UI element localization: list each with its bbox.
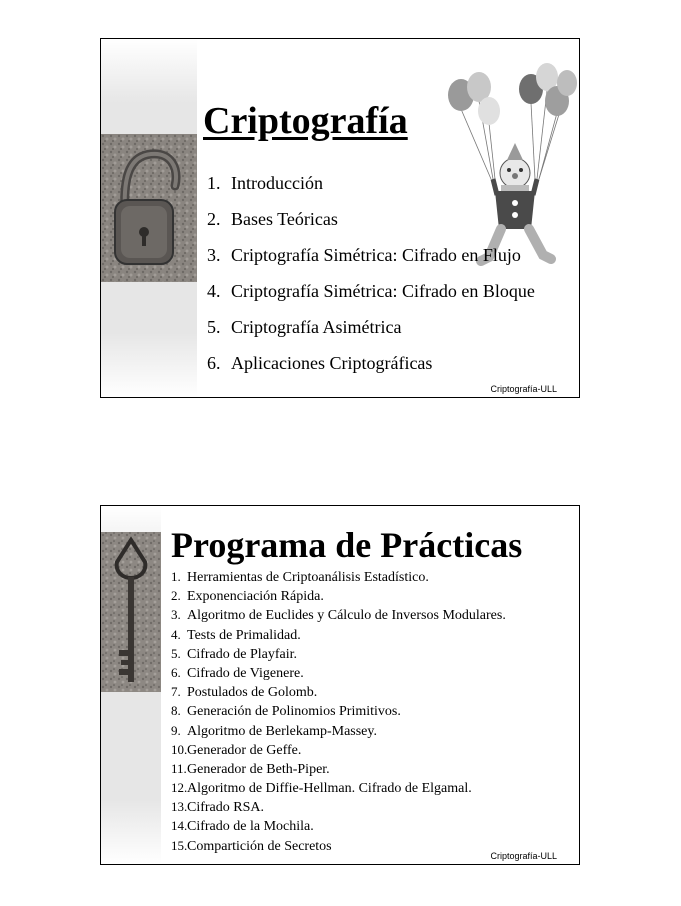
key-image	[101, 532, 161, 692]
slide-title: Programa de Prácticas	[171, 525, 523, 565]
list-item	[171, 605, 506, 624]
list-item	[207, 171, 535, 207]
item-text: Introducción	[231, 173, 323, 193]
slide-footer: Criptografía-ULL	[490, 851, 557, 861]
padlock-image	[101, 134, 197, 282]
slide-criptografia	[100, 38, 580, 398]
item-text: Generador de Geffe.	[187, 742, 302, 758]
item-number: 9.	[171, 722, 181, 738]
topic-list	[207, 171, 535, 387]
item-number: 13.	[171, 799, 188, 815]
item-number: 8.	[171, 703, 181, 719]
list-item	[207, 243, 535, 279]
item-number: 3.	[171, 607, 181, 623]
list-item	[171, 701, 506, 720]
list-item	[171, 586, 506, 605]
item-number: 1.	[207, 173, 221, 193]
slide-programa-practicas	[100, 505, 580, 865]
item-number: 2.	[207, 209, 221, 229]
item-text: Cifrado de Playfair.	[187, 646, 298, 662]
list-item	[171, 663, 506, 682]
item-text: Criptografía Asimétrica	[231, 317, 402, 337]
item-text: Algoritmo de Berlekamp-Massey.	[187, 723, 377, 739]
item-number: 4.	[207, 281, 221, 301]
item-text: Exponenciación Rápida.	[187, 589, 324, 605]
slide-title: Criptografía	[203, 100, 408, 142]
list-item	[171, 567, 506, 586]
item-text: Tests de Primalidad.	[187, 627, 301, 643]
item-number: 14.	[171, 818, 188, 834]
item-text: Generador de Beth-Piper.	[187, 761, 330, 777]
item-text: Algoritmo de Euclides y Cálculo de Inversos Modulares.	[187, 608, 506, 624]
item-number: 11.	[171, 760, 187, 776]
item-number: 4.	[171, 626, 181, 642]
practice-list	[171, 567, 506, 855]
list-item	[171, 625, 506, 644]
item-number: 10.	[171, 741, 188, 757]
item-text: Algoritmo de Diffie-Hellman. Cifrado de Elgamal.	[187, 781, 472, 797]
list-item	[171, 759, 506, 778]
item-text: Cifrado de la Mochila.	[187, 819, 314, 835]
list-item	[171, 721, 506, 740]
slide-footer: Criptografía-ULL	[490, 384, 557, 394]
item-number: 5.	[171, 645, 181, 661]
item-text: Cifrado de Vigenere.	[187, 665, 304, 681]
item-number: 2.	[171, 588, 181, 604]
item-text: Compartición de Secretos	[187, 838, 332, 854]
item-text: Aplicaciones Criptográficas	[231, 353, 433, 373]
list-item	[171, 778, 506, 797]
item-text: Herramientas de Criptoanálisis Estadístico.	[187, 570, 429, 585]
list-item	[207, 351, 535, 387]
item-number: 5.	[207, 317, 221, 337]
list-item	[171, 682, 506, 701]
item-number: 6.	[171, 664, 181, 680]
item-text: Criptografía Simétrica: Cifrado en Flujo	[231, 245, 521, 265]
list-item	[171, 740, 506, 759]
item-text: Criptografía Simétrica: Cifrado en Bloque	[231, 281, 535, 301]
item-text: Cifrado RSA.	[187, 800, 264, 816]
item-text: Generación de Polinomios Primitivos.	[187, 704, 401, 720]
item-number: 7.	[171, 684, 181, 700]
item-number: 12.	[171, 780, 188, 796]
item-number: 3.	[207, 245, 221, 265]
item-number: 15.	[171, 837, 188, 853]
list-item	[171, 836, 506, 855]
item-text: Bases Teóricas	[231, 209, 338, 229]
list-item	[171, 816, 506, 835]
list-item	[171, 797, 506, 816]
list-item	[207, 315, 535, 351]
item-text: Postulados de Golomb.	[187, 685, 318, 701]
list-item	[207, 207, 535, 243]
list-item	[171, 644, 506, 663]
item-number: 6.	[207, 353, 221, 373]
list-item	[207, 279, 535, 315]
item-number: 1.	[171, 569, 181, 584]
